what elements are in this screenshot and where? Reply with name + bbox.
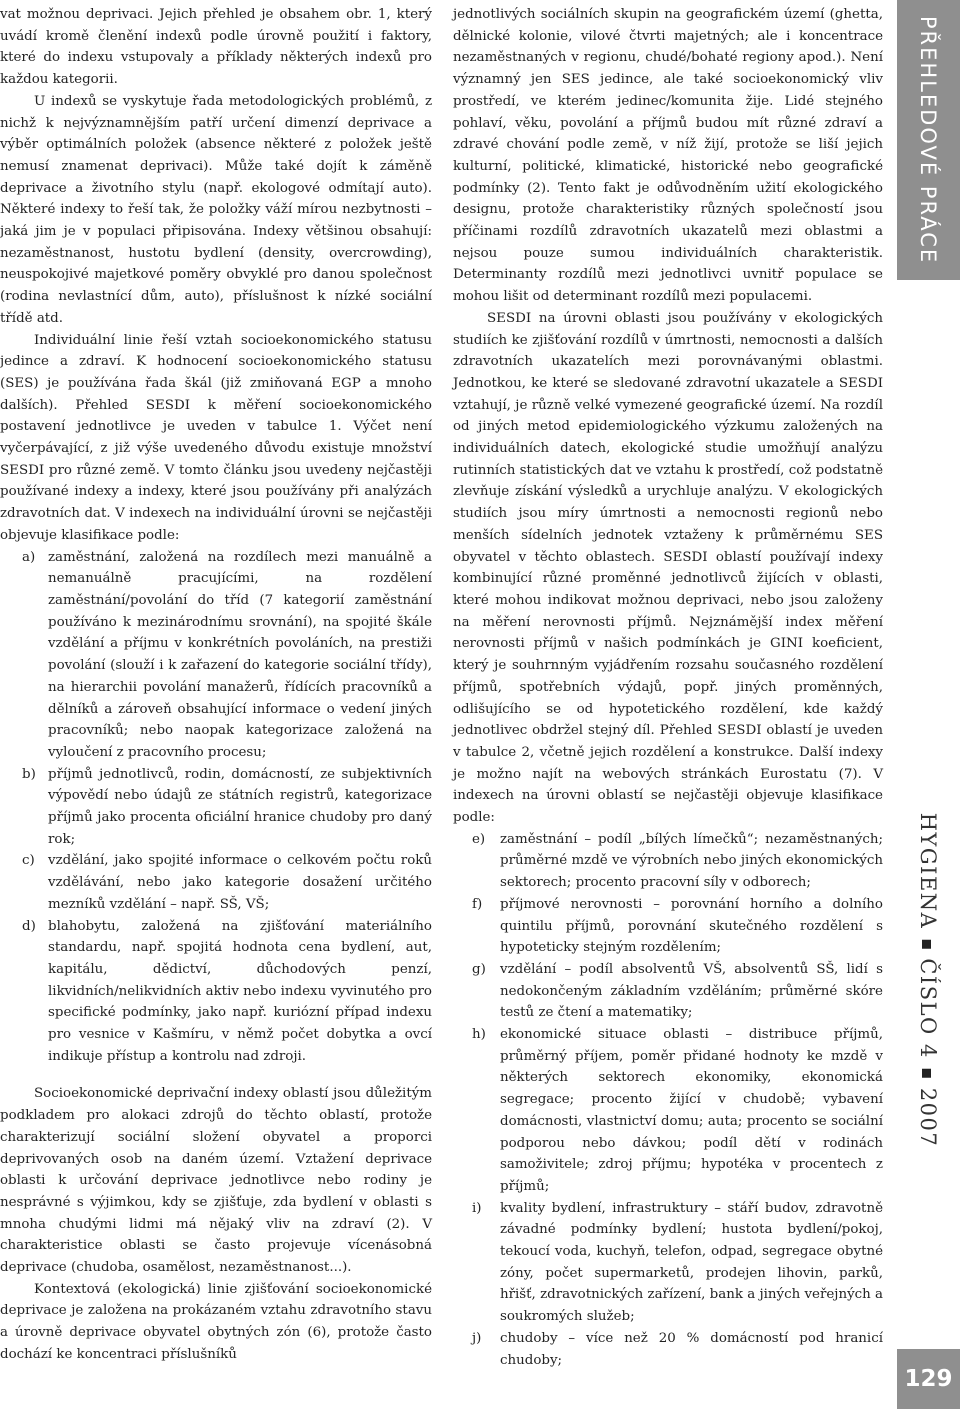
list-item-text: příjmové nerovnosti – porovnání horního a dolního quintilu příjmů, porovnání skutečného rozdělení s hypoteticky stejným rozdělením;	[500, 896, 883, 956]
journal-running-head	[916, 813, 940, 1148]
list-marker: g)	[472, 961, 486, 977]
list-item	[0, 850, 432, 915]
list-marker: e)	[472, 831, 486, 847]
list-item	[453, 959, 883, 1024]
square-bullet-icon	[922, 1069, 931, 1078]
list-item	[453, 829, 883, 894]
area-classification-list	[453, 829, 883, 1372]
list-item-text: zaměstnání – podíl „bílých límečků“; nezaměstnaných; průměrné mzdě ve výrobních nebo jiných ekonomických sektorech; procento pracovní síly v odborech;	[500, 831, 883, 891]
individual-classification-list	[0, 547, 432, 1068]
paragraph: Kontextová (ekologická) linie zjišťování socioekonomické deprivace je založena na prokázaném vztahu zdravotního stavu a úrovně deprivace obyvatel obytných zón (6), protože často dochází ke koncentraci příslušníků	[0, 1281, 432, 1362]
list-item-text: kvality bydlení, infrastruktury – stáří budov, zdravotně závadné podmínky bydlení; hustota bydlení/pokoj, tekoucí voda, kuchyň, telefon, odpad, segregace obytné zóny, počet supermarketů, prodejen lihovin, parků, hřišť, zdravotnických zařízení, bank a jiných veřejných a soukromých služeb;	[500, 1200, 883, 1325]
list-item	[0, 916, 432, 1068]
list-marker: i)	[472, 1200, 482, 1216]
list-marker: a)	[22, 549, 36, 565]
list-item-text: příjmů jednotlivců, rodin, domácností, ze subjektivních výpovědí nebo údajů ze státních registrů, kategorizace příjmů jako procenta oficiální hranice chudoby pro daný rok;	[48, 766, 432, 847]
list-item-text: vzdělání, jako spojité informace o celkovém počtu roků vzdělávání, nebo jako kategorie dosažení určitého mezníků vzdělání – např. SŠ, VŠ;	[48, 853, 432, 912]
paragraph: vat možnou deprivaci. Jejich přehled je obsahem obr. 1, který uvádí kromě členění indexů podle úrovně použití i faktory, které do indexu vstupovaly a příklady některých indexů pro každou kategorii.	[0, 7, 432, 88]
list-marker: b)	[22, 766, 36, 782]
journal-name: HYGIENA	[916, 812, 940, 930]
list-item	[453, 894, 883, 959]
issue-number: ČÍSLO 4	[916, 958, 940, 1059]
list-item	[453, 1198, 883, 1328]
list-item	[0, 764, 432, 851]
page-number: 129	[904, 1366, 953, 1392]
list-marker: f)	[472, 896, 483, 912]
list-item-text: vzdělání – podíl absolventů VŠ, absolventů SŠ, lidí s nedokončeným základním vzděláním; průměrné skóre testů ze čtení a matematiky;	[500, 961, 883, 1021]
section-label: PŘEHLEDOVÉ PRÁCE	[916, 15, 940, 265]
paragraph: Socioekonomické deprivační indexy oblastí jsou důležitým podkladem pro alokaci zdrojů do těchto oblastí, protože charakterizují sociální složení obyvatel a proporci deprivovaných osob na daném území. Vztažení deprivace oblasti k určování deprivace jednotlivce nebo rodiny je nesprávné s výjimkou, kdy se zjišťuje, zda bydlení v oblasti s mnoha chudými lidmi má nějaký vliv na zdraví (2). V charakteristice oblasti se často projevuje vícenásobná deprivace (chudoba, osamělost, nezaměstnanost...).	[0, 1086, 432, 1276]
right-column	[453, 4, 883, 1371]
paragraph: Individuální linie řeší vztah socioekonomického statusu jedince a zdraví. K hodnocení socioekonomického statusu (SES) je používána řada škál (již zmiňovaná EGP a mnoho dalších). Přehled SESDI k měření socioekonomického postavení jednotlivce je uveden v tabulce 1. Výčet není vyčerpávající, z již výše uvedeného důvodu existuje množství SESDI pro různé země. V tomto článku jsou uvedeny nejčastěji používané indexy a indexy, které jsou používány při analýzách zdravotních dat. V indexech na individuální úrovni se nejčastěji objevuje klasifikace podle:	[0, 332, 432, 543]
page-number-badge	[897, 1349, 960, 1409]
issue-year: 2007	[916, 1087, 940, 1148]
list-marker: h)	[472, 1027, 486, 1043]
paragraph: U indexů se vyskytuje řada metodologických problémů, z nichž k nejvýznamnějším patří určení dimenzí deprivace a výběr optimálních položek (absence některé z položek ještě nemusí znamenat deprivaci). Může také dojít k záměně deprivace a životního stylu (např. ekologové odmítají auto). Některé indexy to řeší tak, že položky váží mírou nezbytnosti – jaká jim je v populaci připisována. Indexy většinou obsahují: nezaměstnanost, hustotu bydlení (density, overcrowding), neuspokojivé majetkové poměry obvyklé pro danou společnost (rodina nevlastnící dům, auto), příslušnost k nízké sociální třídě atd.	[0, 93, 432, 326]
list-marker: d)	[22, 918, 36, 934]
square-bullet-icon	[922, 939, 931, 948]
list-item	[0, 547, 432, 764]
list-marker: j)	[472, 1330, 482, 1346]
list-item-text: chudoby – více než 20 % domácností pod hranicí chudoby;	[500, 1330, 883, 1368]
list-item-text: zaměstnání, založená na rozdílech mezi manuálně a nemanuálně pracujícími, na rozdělení zaměstnání/povolání do tříd (7 kategorií zaměstnání používáno k mezinárodnímu srovnání), na spojité škále vzdělání a příjmu v konkrétních povoláních, na prestiži povolání (slouží i k zařazení do kategorie sociální třídy), na hierarchii povolání manažerů, řídících pracovníků a dělníků a zároveň obsahující informace o vedení jiných pracovníků; nebo naopak kategorizace založená na vyloučení z pracovního procesu;	[48, 549, 432, 760]
list-item	[453, 1024, 883, 1198]
list-item-text: ekonomické situace oblasti – distribuce příjmů, průměrný příjem, poměr přidané hodnoty ke mzdě v některých sektorech ekonomiky, ekonomická segregace; procento žijící v chudobě; vybavení domácnosti, vlastnictví domu; auta; procento se sociální podporou nebo dávkou; podíl dětí v rodinách samoživitele; zdroj příjmu; hypotéka v procentech z příjmů;	[500, 1027, 883, 1194]
section-tab	[897, 0, 960, 280]
left-column	[0, 4, 432, 1366]
list-marker: c)	[22, 853, 35, 869]
paragraph: SESDI na úrovni oblasti jsou používány v ekologických studiích ke zjišťování rozdílů v úmrtnosti, nemocnosti a dalších zdravotních ukazatelích mezi porovnávanými oblastmi. Jednotkou, ke které se sledované zdravotní ukazatele a SESDI vztahují, je různě velké vymezené geografické území. Na rozdíl od jiných metod epidemiologického výzkumu založených na individuálních datech, ekologické studie umožňují analýzu rutinních statistických dat ve vztahu k prostředí, což podstatně zlevňuje získání výsledků a urychluje analýzu. V ekologických studiích jsou míry úmrtnosti a nemocnosti regionů nebo menších sídelních jednotek vztaženy k průměrnému SES obyvatel v těchto oblastech. SESDI oblastí používají indexy kombinující různé proměnné jednotlivců žijících v oblasti, které mohou indikovat možnou deprivaci, nebo jsou založeny na měření nerovnosti příjmů. Nejznámější index měření nerovnosti příjmů v našich podmínkách je GINI koeficient, který je souhrnným vyjádřením rozsahu současného rozdělení příjmů, spotřebních výdajů, popř. jiných proměnných, odlišujícího se od hypotetického rozdělení, kde každý jednotlivec obdržel stejný díl. Přehled SESDI oblastí je uveden v tabulce 2, včetně jejich rozdělení a konstrukce. Další indexy je možno najít na webových stránkách Eurostatu (7). V indexech na úrovni oblastí se nejčastěji objevuje klasifikace podle:	[453, 310, 883, 826]
paragraph: jednotlivých sociálních skupin na geografickém území (ghetta, dělnické kolonie, vilové čtvrti majetných; ale i koncentrace nezaměstnaných v regionu, chudé/bohaté regiony apod.). Není významný jen SES jedince, ale také socioekonomický vliv prostředí, ve kterém jedinec/komunita žije. Lidé stejného pohlaví, věku, povolání a příjmů budou mít různé zdraví a zdravé chování podle země, v níž žijí, protože se liší jejich kulturní, politické, klimatické, historické nebo geografické podmínky (2). Tento fakt je odůvodněním užití ekologického designu, protože charakteristiky různých společností jsou příčinami rozdílů zdravotních ukazatelů mezi oblastmi a nejsou pouze sumou individuálních charakteristik. Determinanty rozdílů mezi jednotlivci uvnitř populace se mohou lišit od determinant rozdílů mezi populacemi.	[453, 7, 883, 305]
list-item-text: blahobytu, založená na zjišťování materiálního standardu, např. spojitá hodnota cena bydlení, aut, kapitálu, dědictví, důchodových penzí, likvidních/nelikvidních aktiv nebo indexu vyvinutého pro specifické podmínky, jako např. kuriózní případ indexu pro vesnice v Kašmíru, v němž počet dobytka a ovcí indikuje přístup a kontrolu nad zdroji.	[48, 918, 432, 1064]
page-sidebar	[897, 0, 960, 1409]
list-item	[453, 1328, 883, 1371]
